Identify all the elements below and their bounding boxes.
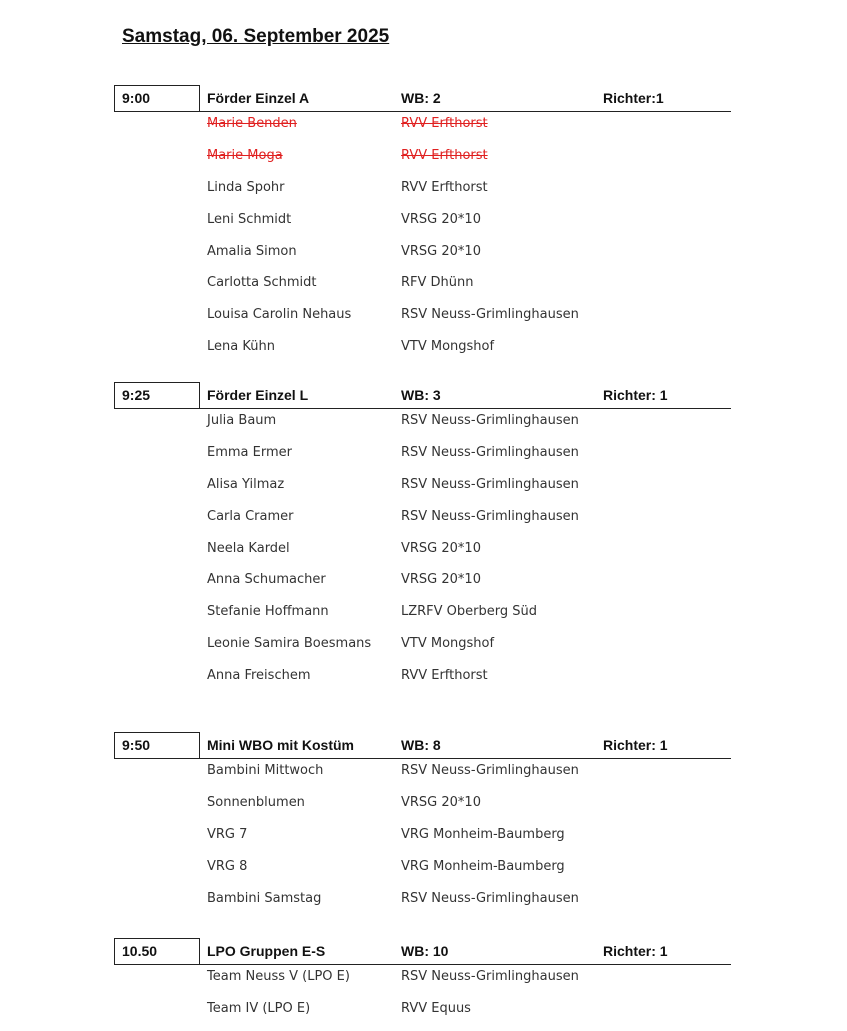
rider-name: Carlotta Schmidt bbox=[207, 275, 317, 291]
club-name: VTV Mongshof bbox=[401, 339, 495, 355]
rider-name: Anna Schumacher bbox=[207, 572, 326, 588]
schedule-block bbox=[0, 938, 847, 1029]
club-name: RFV Dhünn bbox=[401, 275, 474, 291]
start-time: 9:50 bbox=[122, 737, 151, 753]
club-name: RVV Erfthorst bbox=[401, 116, 488, 131]
rider-name: Leni Schmidt bbox=[207, 211, 292, 227]
club-name: RSV Neuss-Grimlinghausen bbox=[401, 444, 579, 460]
entry-row bbox=[0, 825, 847, 857]
club-name: RSV Neuss-Grimlinghausen bbox=[401, 476, 579, 492]
entry-row bbox=[0, 602, 847, 634]
block-header bbox=[0, 85, 847, 112]
rider-name: Louisa Carolin Nehaus bbox=[207, 307, 352, 323]
start-time: 9:00 bbox=[122, 90, 151, 106]
header-rule bbox=[114, 111, 731, 112]
entry-row bbox=[0, 443, 847, 475]
rider-name: Sonnenblumen bbox=[207, 794, 305, 810]
entry-row bbox=[0, 570, 847, 602]
entry-row bbox=[0, 114, 847, 146]
entry-list bbox=[0, 411, 847, 698]
richter-count: Richter: 1 bbox=[603, 943, 668, 959]
schedule-block bbox=[0, 732, 847, 918]
club-name: RSV Neuss-Grimlinghausen bbox=[401, 969, 579, 984]
club-name: VRSG 20*10 bbox=[401, 243, 481, 259]
entry-row bbox=[0, 305, 847, 337]
rider-name: Amalia Simon bbox=[207, 243, 297, 259]
rider-name: Linda Spohr bbox=[207, 179, 285, 195]
club-name: RVV Erfthorst bbox=[401, 179, 488, 195]
rider-name: Team Neuss V (LPO E) bbox=[207, 969, 350, 984]
wb-count: WB: 2 bbox=[401, 90, 441, 106]
rider-name: VRG 8 bbox=[207, 858, 248, 874]
rider-name: Bambini Samstag bbox=[207, 890, 322, 906]
entry-row bbox=[0, 337, 847, 369]
rider-name: Anna Freischem bbox=[207, 668, 311, 684]
entry-list bbox=[0, 114, 847, 369]
header-rule bbox=[114, 408, 731, 409]
block-header bbox=[0, 732, 847, 759]
entry-row bbox=[0, 999, 847, 1031]
club-name: RSV Neuss-Grimlinghausen bbox=[401, 508, 579, 524]
club-name: VTV Mongshof bbox=[401, 636, 495, 652]
wb-count: WB: 8 bbox=[401, 737, 441, 753]
entry-row bbox=[0, 666, 847, 698]
club-name: VRSG 20*10 bbox=[401, 211, 481, 227]
rider-name: Neela Kardel bbox=[207, 540, 290, 556]
entry-row bbox=[0, 242, 847, 274]
rider-name: Carla Cramer bbox=[207, 508, 294, 524]
entry-row bbox=[0, 146, 847, 178]
richter-count: Richter: 1 bbox=[603, 387, 668, 403]
block-header bbox=[0, 382, 847, 409]
entry-row bbox=[0, 411, 847, 443]
rider-name: Leonie Samira Boesmans bbox=[207, 636, 372, 652]
club-name: VRG Monheim-Baumberg bbox=[401, 826, 565, 842]
entry-row bbox=[0, 793, 847, 825]
club-name: RSV Neuss-Grimlinghausen bbox=[401, 763, 579, 778]
block-header bbox=[0, 938, 847, 965]
club-name: LZRFV Oberberg Süd bbox=[401, 604, 538, 620]
schedule-block bbox=[0, 382, 847, 696]
rider-name: Alisa Yilmaz bbox=[207, 476, 285, 492]
entry-row bbox=[0, 475, 847, 507]
rider-name: Marie Benden bbox=[207, 116, 297, 131]
richter-count: Richter:1 bbox=[603, 90, 664, 106]
schedule-block bbox=[0, 85, 847, 367]
club-name: VRSG 20*10 bbox=[401, 540, 481, 556]
entry-row bbox=[0, 507, 847, 539]
start-time: 10.50 bbox=[122, 943, 158, 959]
entry-row bbox=[0, 273, 847, 305]
club-name: VRSG 20*10 bbox=[401, 572, 481, 588]
entry-row bbox=[0, 857, 847, 889]
rider-name: Marie Moga bbox=[207, 147, 283, 163]
start-time: 9:25 bbox=[122, 387, 151, 403]
club-name: VRG Monheim-Baumberg bbox=[401, 858, 565, 874]
club-name: VRSG 20*10 bbox=[401, 794, 481, 810]
event-name: LPO Gruppen E-S bbox=[207, 943, 326, 959]
rider-name: Emma Ermer bbox=[207, 444, 292, 460]
rider-name: VRG 7 bbox=[207, 826, 248, 842]
header-rule bbox=[114, 758, 731, 759]
entry-row bbox=[0, 634, 847, 666]
entry-row bbox=[0, 967, 847, 999]
header-rule bbox=[114, 964, 731, 965]
club-name: RVV Equus bbox=[401, 1000, 471, 1016]
entry-list bbox=[0, 761, 847, 920]
entry-row bbox=[0, 210, 847, 242]
entry-row bbox=[0, 889, 847, 921]
entry-list bbox=[0, 967, 847, 1031]
entry-row bbox=[0, 178, 847, 210]
rider-name: Team IV (LPO E) bbox=[207, 1000, 311, 1016]
club-name: RSV Neuss-Grimlinghausen bbox=[401, 890, 579, 906]
event-name: Förder Einzel L bbox=[207, 387, 309, 403]
entry-row bbox=[0, 761, 847, 793]
rider-name: Lena Kühn bbox=[207, 339, 275, 355]
club-name: RVV Erfthorst bbox=[401, 668, 488, 684]
entry-row bbox=[0, 539, 847, 571]
club-name: RSV Neuss-Grimlinghausen bbox=[401, 413, 579, 428]
event-name: Förder Einzel A bbox=[207, 90, 310, 106]
rider-name: Stefanie Hoffmann bbox=[207, 604, 329, 620]
rider-name: Bambini Mittwoch bbox=[207, 763, 324, 778]
club-name: RSV Neuss-Grimlinghausen bbox=[401, 307, 579, 323]
richter-count: Richter: 1 bbox=[603, 737, 668, 753]
rider-name: Julia Baum bbox=[207, 413, 277, 428]
club-name: RVV Erfthorst bbox=[401, 147, 488, 163]
wb-count: WB: 3 bbox=[401, 387, 441, 403]
page-title: Samstag, 06. September 2025 bbox=[122, 26, 390, 47]
wb-count: WB: 10 bbox=[401, 943, 449, 959]
event-name: Mini WBO mit Kostüm bbox=[207, 737, 354, 753]
